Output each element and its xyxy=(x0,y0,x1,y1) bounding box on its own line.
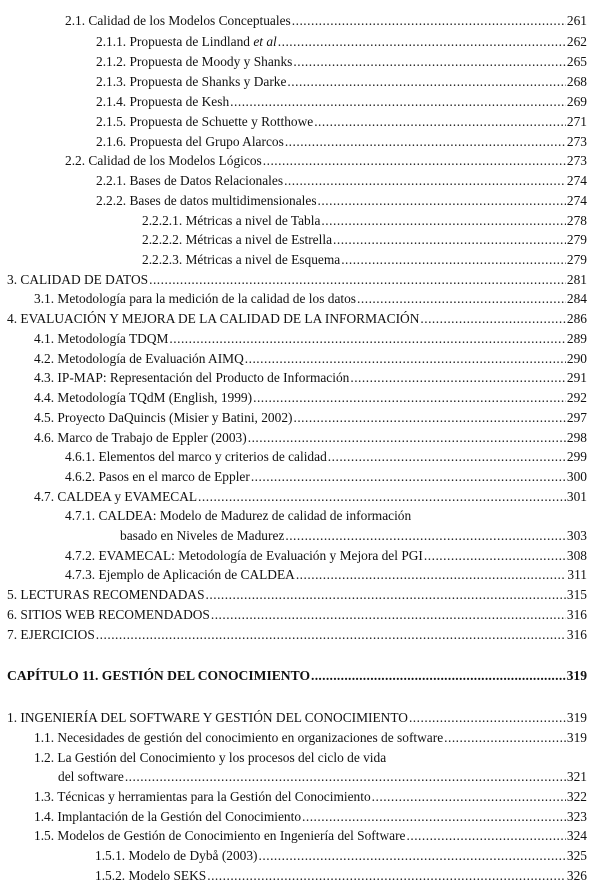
toc-entry[interactable] xyxy=(96,132,587,152)
toc-entry[interactable] xyxy=(34,826,587,846)
toc-entry[interactable] xyxy=(65,467,587,487)
dot-leader xyxy=(278,32,566,52)
toc-entry[interactable] xyxy=(34,408,587,428)
toc-entry[interactable] xyxy=(65,565,587,585)
toc-entry-title xyxy=(96,32,277,52)
toc-entry[interactable] xyxy=(96,72,587,92)
toc-page-number: 273 xyxy=(566,153,587,168)
toc-page-number: 290 xyxy=(566,351,587,366)
toc-entry[interactable] xyxy=(142,250,587,270)
dot-leader xyxy=(357,289,566,309)
toc-page-number: 273 xyxy=(566,134,587,149)
toc-entry[interactable] xyxy=(34,388,587,408)
dot-leader xyxy=(341,250,566,270)
toc-page-number: 292 xyxy=(566,390,587,405)
toc-page-number: 269 xyxy=(566,94,587,109)
toc-page-number: 262 xyxy=(566,34,587,49)
toc-entry-title: 2.1.4. Propuesta de Kesh xyxy=(96,94,230,109)
toc-entry-title: 1.5. Modelos de Gestión de Conocimiento en Ingeniería del Software xyxy=(34,828,406,843)
toc-entry-title: 1.1. Necesidades de gestión del conocimiento en organizaciones de software xyxy=(34,730,444,745)
dot-leader xyxy=(302,807,566,827)
toc-entry-title: 2.2.2.2. Métricas a nivel de Estrella xyxy=(142,232,333,247)
toc-entry-title: 1. INGENIERÍA DEL SOFTWARE Y GESTIÓN DEL CONOCIMIENTO xyxy=(7,710,408,725)
toc-entry-title: 2.1.2. Propuesta de Moody y Shanks xyxy=(96,54,293,69)
toc-entry-title: 3.1. Metodología para la medición de la calidad de los datos xyxy=(34,291,357,306)
dot-leader xyxy=(211,605,566,625)
toc-page-number: 286 xyxy=(566,311,587,326)
toc-entry[interactable] xyxy=(120,526,587,546)
toc-entry[interactable] xyxy=(34,748,587,768)
dot-leader xyxy=(230,92,566,112)
toc-entry[interactable] xyxy=(34,368,587,388)
toc-page-number: 284 xyxy=(566,291,587,306)
toc-entry[interactable] xyxy=(65,11,587,31)
dot-leader xyxy=(125,767,566,787)
toc-entry[interactable] xyxy=(34,289,587,309)
toc-entry-title: 4.7. CALDEA y EVAMECAL xyxy=(34,489,198,504)
dot-leader xyxy=(350,368,566,388)
toc-entry-title: 4.2. Metodología de Evaluación AIMQ xyxy=(34,351,244,366)
dot-leader xyxy=(284,171,566,191)
toc-entry-title: 4.6.2. Pasos en el marco de Eppler xyxy=(65,469,250,484)
toc-entry[interactable] xyxy=(96,92,587,112)
dot-leader xyxy=(372,787,566,807)
dot-leader xyxy=(292,11,566,31)
toc-page-number: 319 xyxy=(566,668,587,683)
toc-page-number: 261 xyxy=(566,13,587,28)
toc-page-number: 308 xyxy=(566,548,587,563)
dot-leader xyxy=(245,349,566,369)
toc-entry-title-italic: et al xyxy=(253,34,277,49)
dot-leader xyxy=(198,487,566,507)
toc-entry-title: 4.7.2. EVAMECAL: Metodología de Evaluación y Mejora del PGI xyxy=(65,548,423,563)
toc-entry-title: 5. LECTURAS RECOMENDADAS xyxy=(7,587,205,602)
toc-entry[interactable] xyxy=(65,506,587,526)
dot-leader xyxy=(285,526,566,546)
toc-page-number: 265 xyxy=(566,54,587,69)
toc-page-number: 319 xyxy=(566,730,587,745)
toc-page-number: 268 xyxy=(566,74,587,89)
toc-entry[interactable] xyxy=(34,428,587,448)
toc-page-number: 325 xyxy=(566,848,587,863)
toc-entry[interactable] xyxy=(34,329,587,349)
toc-page-number: 300 xyxy=(566,469,587,484)
dot-leader xyxy=(207,866,566,886)
toc-entry[interactable] xyxy=(7,605,587,625)
toc-entry[interactable] xyxy=(34,349,587,369)
toc-entry-title: 4.1. Metodología TDQM xyxy=(34,331,169,346)
toc-entry[interactable] xyxy=(95,846,587,866)
dot-leader xyxy=(293,408,565,428)
toc-entry-title: 2.2.2.3. Métricas a nivel de Esquema xyxy=(142,252,341,267)
toc-page-number: 297 xyxy=(566,410,587,425)
toc-entry[interactable] xyxy=(65,546,587,566)
toc-entry[interactable] xyxy=(96,171,587,191)
toc-entry[interactable] xyxy=(96,52,587,72)
toc-page-number: 319 xyxy=(566,710,587,725)
toc-page-number: 279 xyxy=(566,232,587,247)
dot-leader xyxy=(263,151,566,171)
dot-leader xyxy=(96,625,566,645)
toc-entry[interactable] xyxy=(142,230,587,250)
toc-page-number: 299 xyxy=(566,449,587,464)
toc-entry-title: 4.7.3. Ejemplo de Aplicación de CALDEA xyxy=(65,567,295,582)
toc-entry-title: 4. EVALUACIÓN Y MEJORA DE LA CALIDAD DE LA INFORMACIÓN xyxy=(7,311,420,326)
toc-page-number: 326 xyxy=(566,868,587,883)
toc-page-number: 301 xyxy=(566,489,587,504)
dot-leader xyxy=(311,666,566,686)
toc-entry[interactable] xyxy=(95,866,587,886)
toc-entry-title: del software xyxy=(58,769,124,784)
toc-entry[interactable] xyxy=(34,728,587,748)
toc-page-number: 321 xyxy=(566,769,587,784)
dot-leader xyxy=(318,191,566,211)
dot-leader xyxy=(285,132,566,152)
toc-page-number: 316 xyxy=(566,627,587,642)
toc-page-number: 278 xyxy=(566,213,587,228)
toc-page-number: 291 xyxy=(566,370,587,385)
toc-entry-title: 2.1.3. Propuesta de Shanks y Darke xyxy=(96,74,287,89)
toc-page-number: 298 xyxy=(566,430,587,445)
toc-entry-title: 2.2.2.1. Métricas a nivel de Tabla xyxy=(142,213,321,228)
dot-leader xyxy=(333,230,566,250)
toc-entry-title: 1.5.1. Modelo de Dybå (2003) xyxy=(95,848,258,863)
toc-entry-title: 4.6.1. Elementos del marco y criterios de calidad xyxy=(65,449,327,464)
toc-page-number: 274 xyxy=(566,173,587,188)
toc-page-number: 324 xyxy=(566,828,587,843)
toc-page-number: 271 xyxy=(566,114,587,129)
toc-entry[interactable] xyxy=(7,708,587,728)
dot-leader xyxy=(314,112,566,132)
dot-leader xyxy=(149,270,566,290)
dot-leader xyxy=(444,728,566,748)
dot-leader xyxy=(409,708,566,728)
toc-entry[interactable] xyxy=(7,585,587,605)
toc-page-number: 289 xyxy=(566,331,587,346)
toc-entry[interactable] xyxy=(96,112,587,132)
dot-leader xyxy=(420,309,566,329)
toc-entry-title: 1.3. Técnicas y herramientas para la Gestión del Conocimiento xyxy=(34,789,371,804)
toc-entry[interactable] xyxy=(65,447,587,467)
dot-leader xyxy=(407,826,566,846)
toc-entry[interactable] xyxy=(96,191,587,211)
toc-entry[interactable] xyxy=(7,270,587,290)
toc-entry-title: basado en Niveles de Madurez xyxy=(120,528,285,543)
toc-entry-title: 2.1. Calidad de los Modelos Conceptuales xyxy=(65,13,291,28)
toc-entry-title: 2.2.2. Bases de datos multidimensionales xyxy=(96,193,317,208)
toc-page-number: 316 xyxy=(566,607,587,622)
toc-entry-title: 4.4. Metodología TQdM (English, 1999) xyxy=(34,390,253,405)
toc-entry[interactable] xyxy=(96,32,587,52)
dot-leader xyxy=(424,546,566,566)
toc-entry-title: 2.2.1. Bases de Datos Relacionales xyxy=(96,173,284,188)
toc-entry-title: 2.1.5. Propuesta de Schuette y Rotthowe xyxy=(96,114,314,129)
dot-leader xyxy=(287,72,565,92)
toc-page-number: 303 xyxy=(566,528,587,543)
dot-leader xyxy=(251,467,566,487)
toc-page-number: 281 xyxy=(566,272,587,287)
toc-entry-title: 4.6. Marco de Trabajo de Eppler (2003) xyxy=(34,430,247,445)
chapter-heading[interactable] xyxy=(7,666,587,686)
dot-leader xyxy=(206,585,566,605)
toc-entry-title: 4.7.1. CALDEA: Modelo de Madurez de calidad de información xyxy=(65,508,412,523)
toc-entry[interactable] xyxy=(65,151,587,171)
toc-entry[interactable] xyxy=(34,787,587,807)
toc-entry[interactable] xyxy=(142,211,587,231)
toc-entry-title: 4.5. Proyecto DaQuincis (Misier y Batini, 2002) xyxy=(34,410,293,425)
toc-entry-title: 1.5.2. Modelo SEKS xyxy=(95,868,207,883)
toc-page-number: 323 xyxy=(566,809,587,824)
toc-page-number: 322 xyxy=(566,789,587,804)
toc-entry-title: 2.2. Calidad de los Modelos Lógicos xyxy=(65,153,262,168)
dot-leader xyxy=(169,329,566,349)
toc-page-number: 311 xyxy=(567,567,587,582)
toc-entry-title: 1.2. La Gestión del Conocimiento y los procesos del ciclo de vida xyxy=(34,750,387,765)
toc-entry-title: 2.1.6. Propuesta del Grupo Alarcos xyxy=(96,134,284,149)
dot-leader xyxy=(248,428,566,448)
dot-leader xyxy=(328,447,566,467)
toc-entry-title: CAPÍTULO 11. GESTIÓN DEL CONOCIMIENTO xyxy=(7,668,311,683)
toc-page-number: 279 xyxy=(566,252,587,267)
dot-leader xyxy=(296,565,567,585)
dot-leader xyxy=(253,388,566,408)
toc-entry[interactable] xyxy=(34,487,587,507)
toc-entry-title: 1.4. Implantación de la Gestión del Conocimiento xyxy=(34,809,302,824)
dot-leader xyxy=(259,846,566,866)
toc-entry-title-text: 2.1.1. Propuesta de Lindland xyxy=(96,34,254,49)
toc-entry[interactable] xyxy=(7,309,587,329)
toc-entry-title: 6. SITIOS WEB RECOMENDADOS xyxy=(7,607,210,622)
dot-leader xyxy=(321,211,565,231)
toc-entry-title: 4.3. IP-MAP: Representación del Producto de Información xyxy=(34,370,350,385)
toc-page-number: 274 xyxy=(566,193,587,208)
toc-page-number: 315 xyxy=(566,587,587,602)
toc-entry[interactable] xyxy=(34,807,587,827)
toc-entry-title: 3. CALIDAD DE DATOS xyxy=(7,272,149,287)
toc-entry-title: 7. EJERCICIOS xyxy=(7,627,95,642)
toc-entry[interactable] xyxy=(58,767,587,787)
toc-entry[interactable] xyxy=(7,625,587,645)
dot-leader xyxy=(293,52,566,72)
